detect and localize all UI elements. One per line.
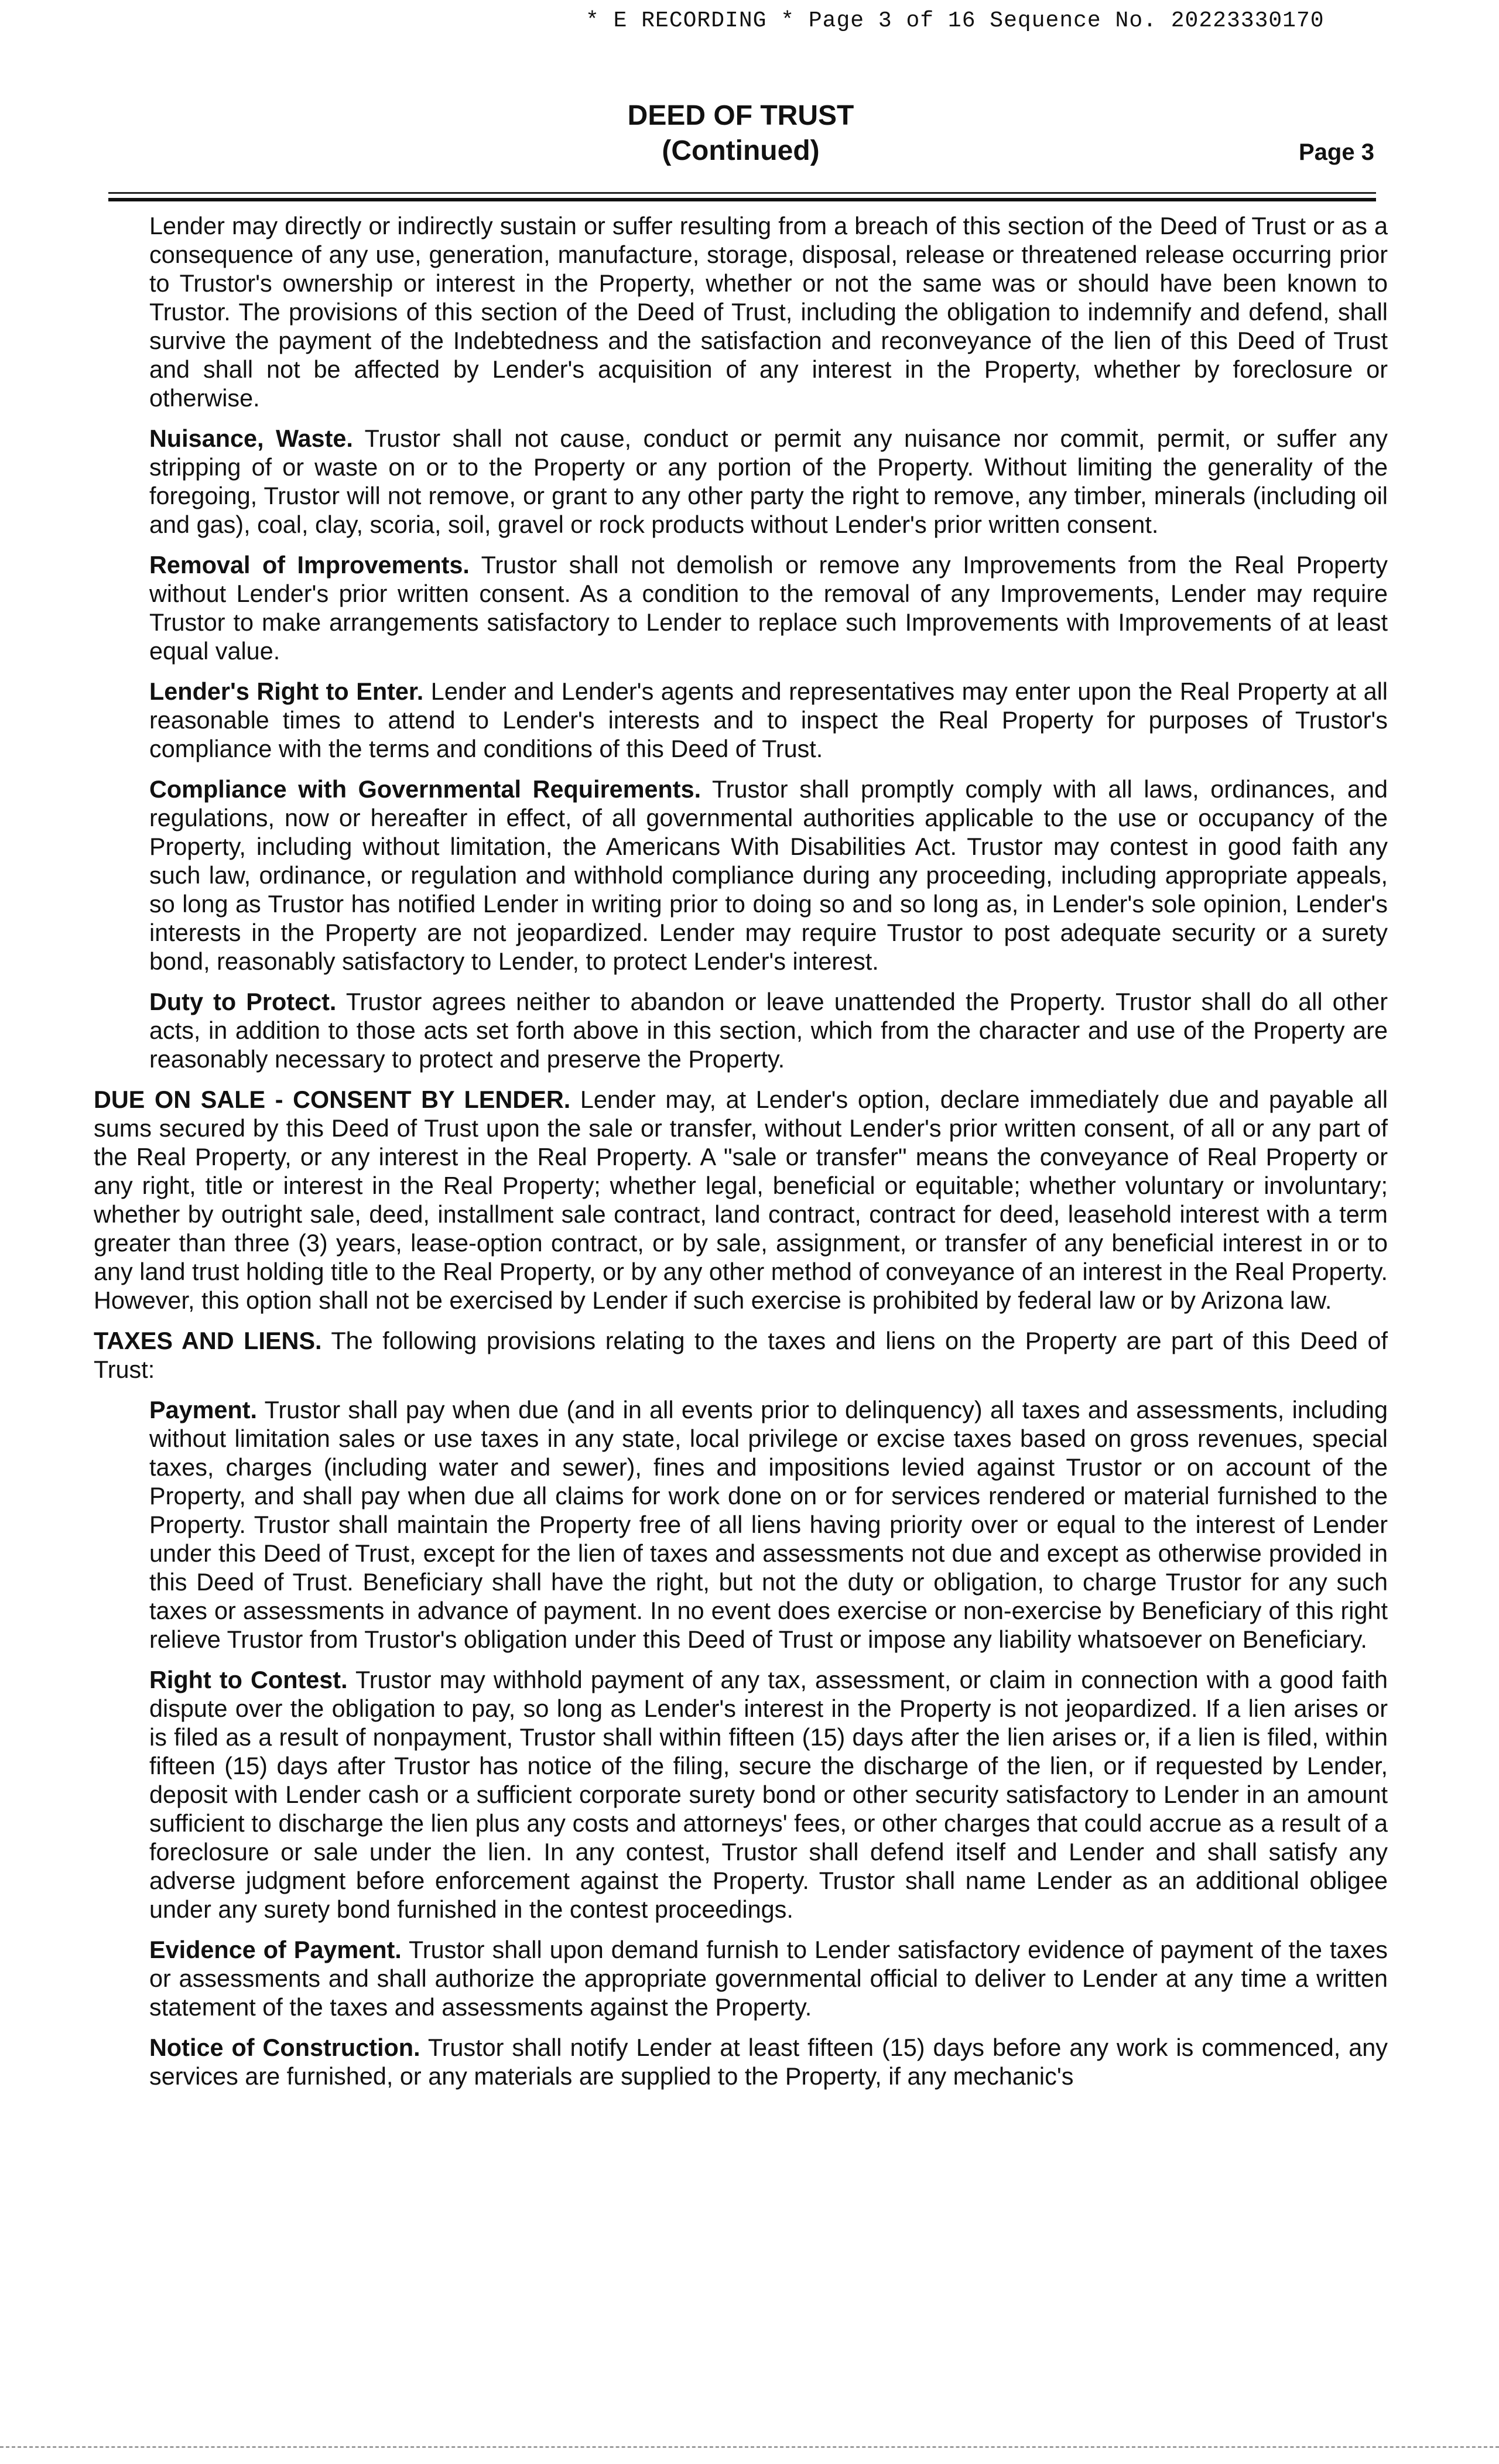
recording-header: * E RECORDING * Page 3 of 16 Sequence No. 20223330170 — [586, 8, 1325, 33]
paragraph-heading: Nuisance, Waste. — [149, 425, 353, 452]
paragraph-text: Trustor may withhold payment of any tax, assessment, or claim in connection with a good faith dispute over the obligation to pay, so long as Lender's interest in the Property is not jeopardized. If a lien arises or is filed as a result of nonpayment, Trustor shall within fifteen (15) days after the lien arises or, if a lien is filed, within fifteen (15) days after Trustor has notice of the filing, secure the discharge of the lien, or if requested by Lender, deposit with Lender cash or a sufficient corporate surety bond or other security satisfactory to Lender in an amount sufficient to discharge the lien plus any costs and attorneys' fees, or other charges that could accrue as a result of a foreclosure or sale under the lien. In any contest, Trustor shall defend itself and Lender and shall satisfy any adverse judgment before enforcement against the Property. Trustor shall name Lender as an additional obligee under any surety bond furnished in the contest proceedings. — [149, 1666, 1388, 1923]
document-subtitle: (Continued) — [662, 135, 820, 166]
paragraph-removal-of-improvements — [149, 551, 1388, 666]
paragraph-indemnity-continued — [149, 212, 1388, 413]
paragraph-text: Trustor shall promptly comply with all laws, ordinances, and regulations, now or hereafter in effect, of all governmental authorities applicable to the use or occupancy of the Property, including without limitation, the Americans With Disabilities Act. Trustor may contest in good faith any such law, ordinance, or regulation and withhold compliance during any proceeding, including appropriate appeals, so long as Trustor has notified Lender in writing prior to doing so and so long as, in Lender's sole opinion, Lender's interests in the Property are not jeopardized. Lender may require Trustor to post adequate security or a surety bond, reasonably satisfactory to Lender, to protect Lender's interest. — [149, 776, 1388, 975]
document-title: DEED OF TRUST — [627, 100, 854, 131]
paragraph-compliance — [149, 775, 1388, 976]
paragraph-notice-of-construction — [149, 2034, 1388, 2091]
paragraph-nuisance-waste — [149, 425, 1388, 539]
paragraph-evidence-of-payment — [149, 1936, 1388, 2022]
paragraph-text: Lender and Lender's agents and representatives may enter upon the Real Property at all reasonable times to attend to Lender's interests and to inspect the Real Property for purposes of Trustor's compliance with the terms and conditions of this Deed of Trust. — [149, 678, 1388, 762]
document-title-block — [498, 98, 984, 169]
paragraph-heading: Payment. — [149, 1397, 258, 1423]
header-rule-thick — [108, 198, 1376, 201]
section-heading: DUE ON SALE - CONSENT BY LENDER. — [94, 1086, 571, 1113]
paragraph-taxes-and-liens — [94, 1327, 1388, 1384]
paragraph-text: Lender may directly or indirectly sustain or suffer resulting from a breach of this section of the Deed of Trust or as a consequence of any use, generation, manufacture, storage, disposal, release or threatened release occurring prior to Trustor's ownership or interest in the Property, whether or not the same was or should have been known to Trustor. The provisions of this section of the Deed of Trust, including the obligation to indemnify and defend, shall survive the payment of the Indebtedness and the satisfaction and reconveyance of the lien of this Deed of Trust and shall not be affected by Lender's acquisition of any interest in the Property, whether by foreclosure or otherwise. — [149, 213, 1388, 412]
section-heading: TAXES AND LIENS. — [94, 1327, 322, 1354]
paragraph-duty-to-protect — [149, 988, 1388, 1074]
paragraph-right-to-enter — [149, 677, 1388, 764]
footer-scan-line — [0, 2446, 1499, 2448]
paragraph-heading: Compliance with Governmental Requirements. — [149, 776, 701, 803]
paragraph-text: Trustor agrees neither to abandon or leave unattended the Property. Trustor shall do all other acts, in addition to those acts set forth above in this section, which from the character and use of the Property are reasonably necessary to protect and preserve the Property. — [149, 988, 1388, 1073]
paragraph-due-on-sale — [94, 1086, 1388, 1315]
paragraph-right-to-contest — [149, 1666, 1388, 1924]
paragraph-heading: Removal of Improvements. — [149, 552, 470, 579]
document-body — [94, 212, 1388, 2103]
paragraph-heading: Lender's Right to Enter. — [149, 678, 424, 705]
paragraph-text: Trustor shall not demolish or remove any Improvements from the Real Property without Lender's prior written consent. As a condition to the removal of any Improvements, Lender may require Trustor to make arrangements satisfactory to Lender to replace such Improvements with Improvements of at least equal value. — [149, 552, 1388, 665]
paragraph-heading: Right to Contest. — [149, 1666, 348, 1693]
paragraph-heading: Duty to Protect. — [149, 988, 337, 1015]
paragraph-text: Trustor shall notify Lender at least fifteen (15) days before any work is commenced, any services are furnished, or any materials are supplied to the Property, if any mechanic's — [149, 2034, 1388, 2090]
paragraph-text: Trustor shall upon demand furnish to Lender satisfactory evidence of payment of the taxes or assessments and shall authorize the appropriate governmental official to deliver to Lender at any time a written statement of the taxes and assessments against the Property. — [149, 1936, 1388, 2021]
paragraph-text: The following provisions relating to the taxes and liens on the Property are part of this Deed of Trust: — [94, 1327, 1388, 1383]
paragraph-text: Trustor shall pay when due (and in all events prior to delinquency) all taxes and assessments, including without limitation sales or use taxes in any state, local privilege or excise taxes based on gross revenues, special taxes, charges (including water and sewer), fines and impositions levied against Trustor or on account of the Property, and shall pay when due all claims for work done on or for services rendered or material furnished to the Property. Trustor shall maintain the Property free of all liens having priority over or equal to the interest of Lender under this Deed of Trust, except for the lien of taxes and assessments not due and except as otherwise provided in this Deed of Trust. Beneficiary shall have the right, but not the duty or obligation, to charge Trustor for any such taxes or assessments in advance of payment. In no event does exercise or non-exercise by Beneficiary of this right relieve Trustor from Trustor's obligation under this Deed of Trust or impose any liability whatsoever on Beneficiary. — [149, 1397, 1388, 1653]
page-label: Page 3 — [1299, 139, 1374, 165]
paragraph-payment — [149, 1396, 1388, 1654]
header-rule-thin — [108, 192, 1376, 194]
paragraph-heading: Notice of Construction. — [149, 2034, 420, 2061]
paragraph-heading: Evidence of Payment. — [149, 1936, 402, 1963]
paragraph-text: Lender may, at Lender's option, declare immediately due and payable all sums secured by this Deed of Trust upon the sale or transfer, without Lender's prior written consent, of all or any part of the Real Property, or any interest in the Real Property. A "sale or transfer" means the conveyance of Real Property or any right, title or interest in the Real Property; whether legal, beneficial or equitable; whether voluntary or involuntary; whether by outright sale, deed, installment sale contract, land contract, contract for deed, leasehold interest with a term greater than three (3) years, lease-option contract, or by sale, assignment, or transfer of any beneficial interest in or to any land trust holding title to the Real Property, or by any other method of conveyance of an interest in the Real Property. However, this option shall not be exercised by Lender if such exercise is prohibited by federal law or by Arizona law. — [94, 1086, 1388, 1314]
paragraph-text: Trustor shall not cause, conduct or permit any nuisance nor commit, permit, or suffer any stripping of or waste on or to the Property or any portion of the Property. Without limiting the generality of the foregoing, Trustor will not remove, or grant to any other party the right to remove, any timber, minerals (including oil and gas), coal, clay, scoria, soil, gravel or rock products without Lender's prior written consent. — [149, 425, 1388, 538]
